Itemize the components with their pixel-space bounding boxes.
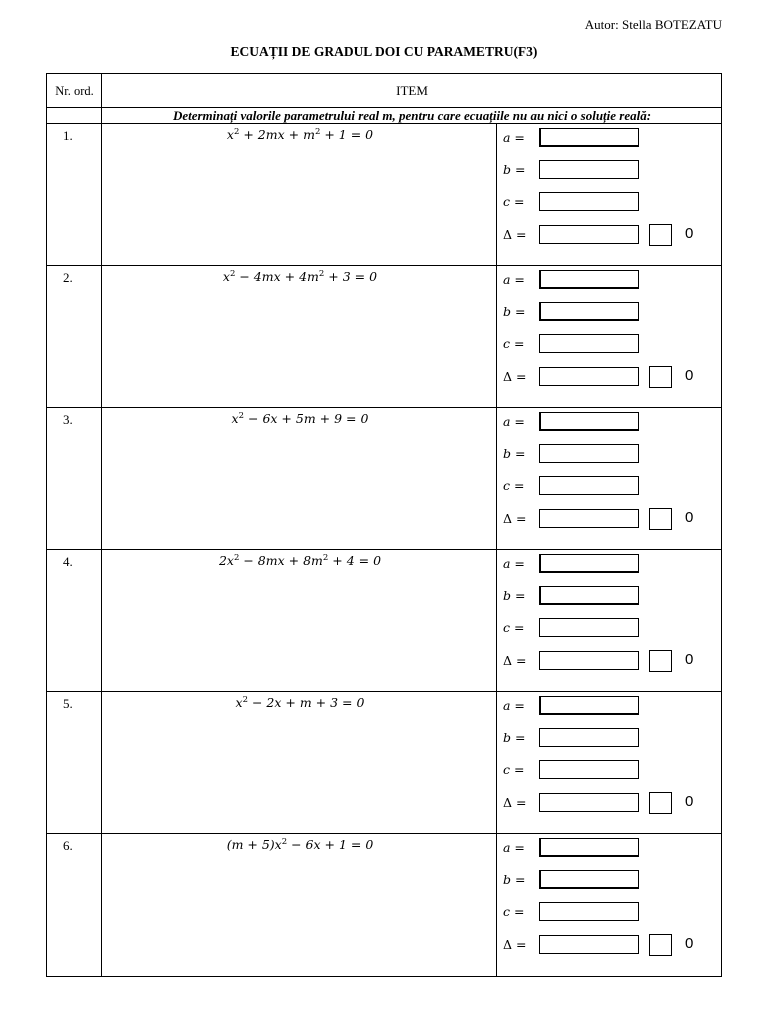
zero-label: 0 [685,367,694,384]
coefficient-a-label: a = [503,272,525,287]
coefficient-a-input[interactable] [539,128,639,147]
column-divider-coefficients [496,266,497,408]
item-number: 6. [63,838,73,853]
coefficient-c-input[interactable] [539,760,639,779]
coefficient-b-input[interactable] [539,586,639,605]
item-number: 1. [63,128,73,143]
column-divider-coefficients [496,834,497,976]
instruction-divider [47,123,721,124]
instruction-text: Determinați valorile parametrului real m, pentru care ecuațiile nu au nici o soluție reală: [172,108,652,123]
coefficient-delta-input[interactable] [539,651,639,670]
coefficient-c-label: c = [503,478,525,493]
item-row-2 [47,266,721,408]
zero-label: 0 [685,509,694,526]
coefficient-c-input[interactable] [539,334,639,353]
header-number-column: Nr. ord. [55,84,94,98]
row-divider [47,833,721,834]
column-divider-coefficients [496,550,497,692]
coefficient-a-input[interactable] [539,554,639,573]
item-row-6 [47,834,721,976]
coefficient-delta-label: Δ = [503,227,527,242]
coefficient-c-label: c = [503,336,525,351]
coefficient-c-label: c = [503,194,525,209]
coefficient-b-input[interactable] [539,870,639,889]
item-number: 3. [63,412,73,427]
item-row-4 [47,550,721,692]
zero-label: 0 [685,225,694,242]
row-divider [47,549,721,550]
item-equation: $x^2 + 2mx + m^2 + 1 = 0$ [226,127,374,143]
coefficient-delta-input[interactable] [539,935,639,954]
item-number: 2. [63,270,73,285]
coefficient-b-input[interactable] [539,444,639,463]
author-line: Autor: Stella BOTEZATU [584,17,722,32]
coefficient-delta-label: Δ = [503,937,527,952]
row-divider [47,691,721,692]
coefficient-c-input[interactable] [539,192,639,211]
coefficient-delta-input[interactable] [539,225,639,244]
page-title: ECUAȚII DE GRADUL DOI CU PARAMETRU(F3) [230,44,538,59]
column-divider-coefficients [496,692,497,834]
item-equation: $x^2 - 4mx + 4m^2 + 3 = 0$ [222,269,378,285]
item-equation: $x^2 - 6x + 5m + 9 = 0$ [231,411,369,427]
row-divider [47,407,721,408]
coefficient-c-label: c = [503,620,525,635]
coefficient-a-label: a = [503,130,525,145]
coefficient-b-label: b = [503,162,526,177]
coefficient-a-label: a = [503,698,525,713]
coefficient-c-input[interactable] [539,902,639,921]
delta-sign-input[interactable] [649,934,672,956]
delta-sign-input[interactable] [649,650,672,672]
coefficient-a-input[interactable] [539,696,639,715]
item-row-3 [47,408,721,550]
coefficient-delta-label: Δ = [503,795,527,810]
coefficient-a-label: a = [503,556,525,571]
row-divider [47,265,721,266]
column-divider-coefficients [496,408,497,550]
coefficient-delta-label: Δ = [503,369,527,384]
item-number: 5. [63,696,73,711]
header-item-column: ITEM [396,83,428,98]
delta-sign-input[interactable] [649,366,672,388]
coefficient-c-input[interactable] [539,476,639,495]
coefficient-delta-label: Δ = [503,511,527,526]
coefficient-b-input[interactable] [539,160,639,179]
item-number: 4. [63,554,73,569]
coefficient-c-label: c = [503,904,525,919]
coefficient-a-input[interactable] [539,412,639,431]
coefficient-b-input[interactable] [539,302,639,321]
coefficient-a-input[interactable] [539,838,639,857]
coefficient-delta-input[interactable] [539,367,639,386]
coefficient-c-input[interactable] [539,618,639,637]
delta-sign-input[interactable] [649,224,672,246]
delta-sign-input[interactable] [649,792,672,814]
item-equation: $x^2 - 2x + m + 3 = 0$ [235,695,365,711]
coefficient-b-label: b = [503,304,526,319]
item-row-5 [47,692,721,834]
coefficient-a-label: a = [503,840,525,855]
coefficient-b-label: b = [503,588,526,603]
coefficient-delta-input[interactable] [539,509,639,528]
coefficient-c-label: c = [503,762,525,777]
zero-label: 0 [685,793,694,810]
column-divider-number [101,74,102,976]
item-row-1 [47,124,721,266]
item-equation: $2x^2 - 8mx + 8m^2 + 4 = 0$ [218,553,382,569]
header-divider [47,107,721,108]
delta-sign-input[interactable] [649,508,672,530]
coefficient-delta-label: Δ = [503,653,527,668]
column-divider-coefficients [496,124,497,266]
zero-label: 0 [685,651,694,668]
coefficient-a-input[interactable] [539,270,639,289]
zero-label: 0 [685,935,694,952]
coefficient-b-input[interactable] [539,728,639,747]
coefficient-b-label: b = [503,730,526,745]
coefficient-a-label: a = [503,414,525,429]
worksheet-table [46,73,722,977]
item-equation: $(m + 5)x^2 - 6x + 1 = 0$ [226,837,374,853]
coefficient-b-label: b = [503,872,526,887]
coefficient-delta-input[interactable] [539,793,639,812]
coefficient-b-label: b = [503,446,526,461]
